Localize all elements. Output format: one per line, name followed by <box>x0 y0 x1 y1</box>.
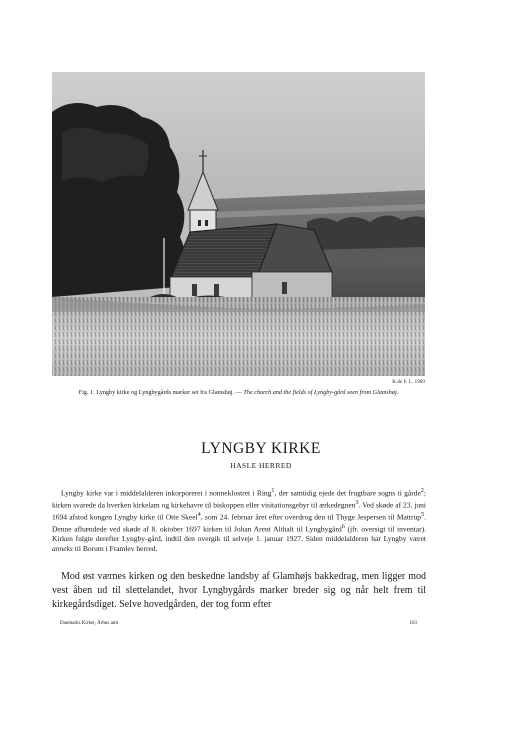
page-title: LYNGBY KIRKE <box>201 440 321 457</box>
caption-danish: Fig. 1. Lyngby kirke og Lyngbygårds marker set fra Glamshøj. — <box>78 389 244 396</box>
text-run: , der samtidig ejede det frugtbare sogns ti gårde <box>274 488 421 498</box>
page-subtitle: HASLE HERRED <box>230 461 292 470</box>
text-run: (jfr. oversigt til inventar). Kirken fulgte derefter Lyngby-gård, indtil den overgik til selveje 1. januar 1927. Siden middelalderen har Lyngby været <box>52 524 426 544</box>
text-run: , som 24. februar året efter overdrog den til Thyge Jespersen til Mattrup <box>200 512 421 522</box>
text-run: . Ved skøde af 23. juni 1694 afstod kongen Lyngby kirke til Otte Skeel <box>52 500 426 522</box>
italic-term: anneks <box>52 543 73 553</box>
footnote-ref[interactable]: 1 <box>271 487 275 494</box>
footnote-ref[interactable]: 2 <box>420 487 424 494</box>
text-run: ; kirken svarede da hverken kirkelam og kirkehavre til biskoppen eller visitationsgebyr til ærkedegnen <box>52 488 426 510</box>
figure-caption <box>52 389 425 397</box>
photo-credit: K.de F. L. 1969 <box>392 380 425 385</box>
text-run: til Borum i Framlev herred. <box>72 543 158 553</box>
church-landscape-image <box>52 72 425 376</box>
text-run: Lyngby kirke var i middelalderen inkorporeret i nonneklostret i Ring <box>61 488 272 498</box>
page-number: 103 <box>409 621 417 626</box>
history-paragraph <box>52 486 426 554</box>
location-paragraph: Mod øst værnes kirken og den beskedne landsby af Glamhøjs bakkedrag, men ligger mod vest åben ud til slettelandet, hvor Lyngbygårds marker breder sig og når helt frem til kirkegårdsdiget. Selve hovedgården, der tog form efter <box>52 571 426 610</box>
footnote-ref[interactable]: 5 <box>421 511 425 519</box>
page-footer <box>60 621 417 626</box>
footer-publication: Danmarks Kirker, Århus amt <box>60 621 119 626</box>
footnote-ref[interactable]: 3 <box>355 499 359 507</box>
footnote-ref[interactable]: 6 <box>341 523 345 531</box>
footnote-ref[interactable]: 4 <box>197 511 201 519</box>
church-photograph <box>52 72 425 376</box>
text-run: . Denne afhændede ved skøde af 8. oktober 1697 kirken til Johan Arent Althalt til Lyngbygård <box>52 512 426 534</box>
caption-english: The church and the fields of Lyngby-gård seen from Glamshøj. <box>243 389 399 396</box>
